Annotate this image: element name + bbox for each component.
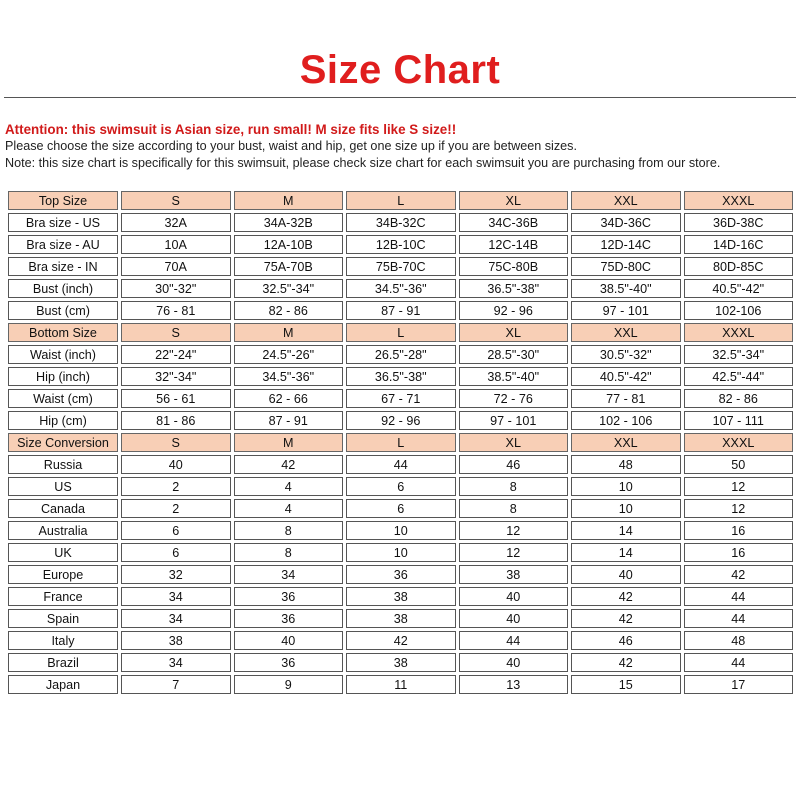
table-cell: 76 - 81 bbox=[121, 301, 231, 320]
table-cell: 46 bbox=[571, 631, 681, 650]
table-cell: 7 bbox=[121, 675, 231, 694]
table-cell: 14 bbox=[571, 521, 681, 540]
table-cell: 12D-14C bbox=[571, 235, 681, 254]
table-cell: 6 bbox=[121, 543, 231, 562]
size-header-cell: M bbox=[234, 433, 344, 452]
row-label: UK bbox=[8, 543, 118, 562]
size-header-cell: XXL bbox=[571, 433, 681, 452]
table-cell: 34.5"-36" bbox=[346, 279, 456, 298]
size-header-cell: XL bbox=[459, 323, 569, 342]
table-cell: 34 bbox=[234, 565, 344, 584]
table-cell: 44 bbox=[684, 653, 794, 672]
table-cell: 12 bbox=[459, 543, 569, 562]
row-label: Japan bbox=[8, 675, 118, 694]
table-row bbox=[8, 609, 793, 628]
table-cell: 46 bbox=[459, 455, 569, 474]
table-cell: 38.5"-40" bbox=[459, 367, 569, 386]
table-cell: 32"-34" bbox=[121, 367, 231, 386]
size-header-cell: L bbox=[346, 191, 456, 210]
table-cell: 40 bbox=[459, 587, 569, 606]
table-cell: 42 bbox=[571, 653, 681, 672]
size-header-cell: M bbox=[234, 191, 344, 210]
table-cell: 22"-24" bbox=[121, 345, 231, 364]
size-header-cell: XXL bbox=[571, 191, 681, 210]
table-cell: 44 bbox=[684, 609, 794, 628]
table-cell: 40 bbox=[121, 455, 231, 474]
table-row bbox=[8, 367, 793, 386]
table-cell: 12A-10B bbox=[234, 235, 344, 254]
table-cell: 16 bbox=[684, 521, 794, 540]
row-label: Australia bbox=[8, 521, 118, 540]
row-label: Brazil bbox=[8, 653, 118, 672]
table-cell: 11 bbox=[346, 675, 456, 694]
title-divider bbox=[4, 97, 796, 98]
table-row bbox=[8, 301, 793, 320]
table-cell: 13 bbox=[459, 675, 569, 694]
table-cell: 30.5"-32" bbox=[571, 345, 681, 364]
table-cell: 34B-32C bbox=[346, 213, 456, 232]
table-cell: 10 bbox=[571, 477, 681, 496]
section-header-row bbox=[8, 191, 793, 210]
table-cell: 77 - 81 bbox=[571, 389, 681, 408]
table-cell: 40.5"-42" bbox=[571, 367, 681, 386]
instruction-note: Please choose the size according to your bust, waist and hip, get one size up if you are between sizes. bbox=[5, 139, 577, 153]
table-row bbox=[8, 587, 793, 606]
table-cell: 34 bbox=[121, 587, 231, 606]
table-cell: 4 bbox=[234, 477, 344, 496]
table-cell: 12 bbox=[459, 521, 569, 540]
row-label: Bra size - US bbox=[8, 213, 118, 232]
table-cell: 75A-70B bbox=[234, 257, 344, 276]
table-cell: 2 bbox=[121, 499, 231, 518]
table-row bbox=[8, 257, 793, 276]
table-cell: 32 bbox=[121, 565, 231, 584]
table-row bbox=[8, 499, 793, 518]
table-cell: 16 bbox=[684, 543, 794, 562]
table-cell: 30"-32" bbox=[121, 279, 231, 298]
table-cell: 8 bbox=[459, 499, 569, 518]
table-row bbox=[8, 543, 793, 562]
row-label: Waist (inch) bbox=[8, 345, 118, 364]
size-header-cell: S bbox=[121, 433, 231, 452]
table-cell: 36.5"-38" bbox=[459, 279, 569, 298]
table-cell: 12 bbox=[684, 477, 794, 496]
row-label: Europe bbox=[8, 565, 118, 584]
row-label: Bust (inch) bbox=[8, 279, 118, 298]
row-label: Waist (cm) bbox=[8, 389, 118, 408]
table-row bbox=[8, 213, 793, 232]
table-cell: 67 - 71 bbox=[346, 389, 456, 408]
row-label: US bbox=[8, 477, 118, 496]
size-header-cell: XXL bbox=[571, 323, 681, 342]
table-cell: 42 bbox=[234, 455, 344, 474]
table-cell: 40 bbox=[459, 653, 569, 672]
size-header-cell: S bbox=[121, 191, 231, 210]
table-cell: 6 bbox=[121, 521, 231, 540]
size-header-cell: L bbox=[346, 433, 456, 452]
size-header-cell: S bbox=[121, 323, 231, 342]
table-cell: 97 - 101 bbox=[571, 301, 681, 320]
table-cell: 107 - 111 bbox=[684, 411, 794, 430]
table-cell: 10 bbox=[571, 499, 681, 518]
size-chart-body bbox=[8, 191, 793, 694]
row-label: Bra size - AU bbox=[8, 235, 118, 254]
table-cell: 24.5"-26" bbox=[234, 345, 344, 364]
table-cell: 56 - 61 bbox=[121, 389, 231, 408]
table-cell: 8 bbox=[234, 521, 344, 540]
table-row bbox=[8, 675, 793, 694]
table-row bbox=[8, 235, 793, 254]
table-cell: 6 bbox=[346, 477, 456, 496]
size-header-cell: M bbox=[234, 323, 344, 342]
row-label: Hip (inch) bbox=[8, 367, 118, 386]
table-cell: 50 bbox=[684, 455, 794, 474]
table-cell: 48 bbox=[684, 631, 794, 650]
table-cell: 12B-10C bbox=[346, 235, 456, 254]
row-label: France bbox=[8, 587, 118, 606]
table-cell: 38 bbox=[346, 653, 456, 672]
table-cell: 44 bbox=[459, 631, 569, 650]
table-cell: 42 bbox=[571, 587, 681, 606]
table-cell: 42 bbox=[346, 631, 456, 650]
table-cell: 2 bbox=[121, 477, 231, 496]
table-cell: 34A-32B bbox=[234, 213, 344, 232]
table-cell: 44 bbox=[684, 587, 794, 606]
table-cell: 8 bbox=[459, 477, 569, 496]
table-cell: 36 bbox=[234, 587, 344, 606]
row-label: Hip (cm) bbox=[8, 411, 118, 430]
table-cell: 10A bbox=[121, 235, 231, 254]
table-cell: 70A bbox=[121, 257, 231, 276]
disclaimer-note: Note: this size chart is specifically for this swimsuit, please check size chart for each swimsuit you are purchasing from our store. bbox=[5, 156, 721, 170]
size-header-cell: XXXL bbox=[684, 433, 794, 452]
size-header-cell: XXXL bbox=[684, 323, 794, 342]
table-cell: 36 bbox=[234, 609, 344, 628]
table-cell: 75C-80B bbox=[459, 257, 569, 276]
table-cell: 40 bbox=[234, 631, 344, 650]
table-row bbox=[8, 521, 793, 540]
table-cell: 9 bbox=[234, 675, 344, 694]
size-header-cell: XL bbox=[459, 433, 569, 452]
table-row bbox=[8, 653, 793, 672]
table-cell: 38 bbox=[459, 565, 569, 584]
table-cell: 32A bbox=[121, 213, 231, 232]
table-cell: 38 bbox=[346, 609, 456, 628]
table-cell: 34.5"-36" bbox=[234, 367, 344, 386]
table-cell: 102 - 106 bbox=[571, 411, 681, 430]
table-cell: 102-106 bbox=[684, 301, 794, 320]
table-cell: 75D-80C bbox=[571, 257, 681, 276]
table-cell: 82 - 86 bbox=[684, 389, 794, 408]
row-label: Russia bbox=[8, 455, 118, 474]
row-label: Canada bbox=[8, 499, 118, 518]
table-cell: 36 bbox=[346, 565, 456, 584]
table-cell: 42 bbox=[571, 609, 681, 628]
attention-note: Attention: this swimsuit is Asian size, run small! M size fits like S size!! bbox=[5, 122, 457, 137]
size-header-cell: XXXL bbox=[684, 191, 794, 210]
table-cell: 34C-36B bbox=[459, 213, 569, 232]
table-row bbox=[8, 477, 793, 496]
table-cell: 26.5"-28" bbox=[346, 345, 456, 364]
size-header-cell: XL bbox=[459, 191, 569, 210]
page-title: Size Chart bbox=[299, 48, 501, 92]
table-cell: 6 bbox=[346, 499, 456, 518]
section-header-row bbox=[8, 323, 793, 342]
table-cell: 15 bbox=[571, 675, 681, 694]
section-header-label: Bottom Size bbox=[8, 323, 118, 342]
table-cell: 34D-36C bbox=[571, 213, 681, 232]
table-row bbox=[8, 411, 793, 430]
table-cell: 81 - 86 bbox=[121, 411, 231, 430]
table-cell: 87 - 91 bbox=[234, 411, 344, 430]
size-chart-table bbox=[5, 188, 796, 697]
section-header-label: Size Conversion bbox=[8, 433, 118, 452]
table-row bbox=[8, 455, 793, 474]
table-cell: 75B-70C bbox=[346, 257, 456, 276]
table-cell: 82 - 86 bbox=[234, 301, 344, 320]
table-cell: 40.5"-42" bbox=[684, 279, 794, 298]
row-label: Bust (cm) bbox=[8, 301, 118, 320]
table-cell: 36D-38C bbox=[684, 213, 794, 232]
table-cell: 14 bbox=[571, 543, 681, 562]
table-row bbox=[8, 565, 793, 584]
table-cell: 34 bbox=[121, 653, 231, 672]
table-row bbox=[8, 345, 793, 364]
table-cell: 14D-16C bbox=[684, 235, 794, 254]
table-cell: 40 bbox=[571, 565, 681, 584]
table-cell: 38.5"-40" bbox=[571, 279, 681, 298]
size-header-cell: L bbox=[346, 323, 456, 342]
table-cell: 42 bbox=[684, 565, 794, 584]
table-cell: 10 bbox=[346, 521, 456, 540]
table-cell: 36.5"-38" bbox=[346, 367, 456, 386]
table-cell: 34 bbox=[121, 609, 231, 628]
notes-block bbox=[5, 121, 797, 172]
table-cell: 44 bbox=[346, 455, 456, 474]
section-header-label: Top Size bbox=[8, 191, 118, 210]
table-cell: 38 bbox=[121, 631, 231, 650]
table-cell: 38 bbox=[346, 587, 456, 606]
table-cell: 62 - 66 bbox=[234, 389, 344, 408]
row-label: Bra size - IN bbox=[8, 257, 118, 276]
table-cell: 40 bbox=[459, 609, 569, 628]
section-header-row bbox=[8, 433, 793, 452]
table-cell: 32.5"-34" bbox=[234, 279, 344, 298]
table-cell: 92 - 96 bbox=[459, 301, 569, 320]
table-row bbox=[8, 279, 793, 298]
table-cell: 97 - 101 bbox=[459, 411, 569, 430]
table-cell: 80D-85C bbox=[684, 257, 794, 276]
table-cell: 8 bbox=[234, 543, 344, 562]
table-cell: 42.5"-44" bbox=[684, 367, 794, 386]
table-cell: 17 bbox=[684, 675, 794, 694]
table-cell: 10 bbox=[346, 543, 456, 562]
table-cell: 72 - 76 bbox=[459, 389, 569, 408]
table-cell: 32.5"-34" bbox=[684, 345, 794, 364]
table-cell: 92 - 96 bbox=[346, 411, 456, 430]
table-row bbox=[8, 631, 793, 650]
table-cell: 28.5"-30" bbox=[459, 345, 569, 364]
table-cell: 12C-14B bbox=[459, 235, 569, 254]
table-cell: 12 bbox=[684, 499, 794, 518]
row-label: Italy bbox=[8, 631, 118, 650]
table-row bbox=[8, 389, 793, 408]
table-cell: 36 bbox=[234, 653, 344, 672]
table-cell: 87 - 91 bbox=[346, 301, 456, 320]
table-cell: 4 bbox=[234, 499, 344, 518]
table-cell: 48 bbox=[571, 455, 681, 474]
row-label: Spain bbox=[8, 609, 118, 628]
